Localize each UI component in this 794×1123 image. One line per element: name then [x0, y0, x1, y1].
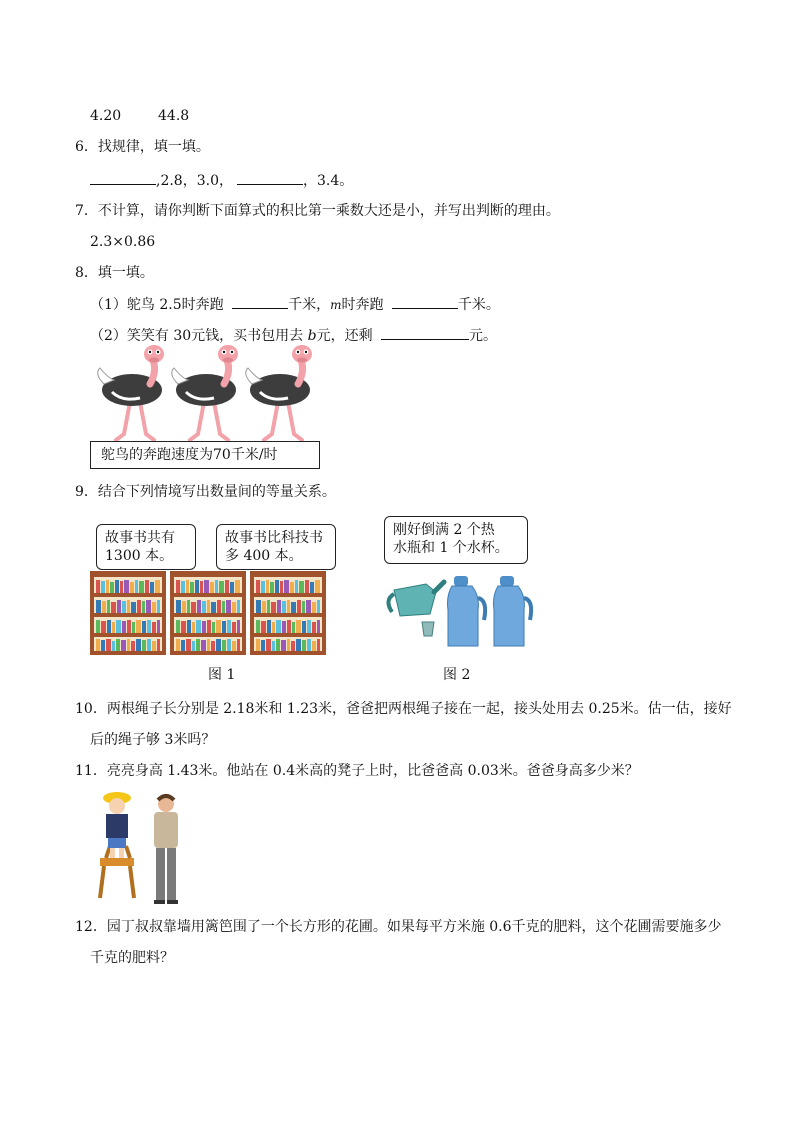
q8-blank-1[interactable]	[232, 294, 288, 309]
top-value-2: 44.8	[158, 108, 190, 124]
q6-blank-2[interactable]	[237, 170, 303, 185]
boy-on-stool-icon	[100, 792, 134, 898]
ostrich-speed-caption: 鸵鸟的奔跑速度为70千米/时	[90, 441, 320, 469]
q9-prompt: 9．结合下列情境写出数量间的等量关系。	[75, 484, 336, 500]
bubble-water-fill: 刚好倒满 2 个热 水瓶和 1 个水杯。	[384, 516, 528, 564]
figure-2-label: 图 2	[443, 667, 471, 683]
top-value-1: 4.20	[90, 108, 122, 124]
boy-and-father-illustration	[90, 790, 190, 906]
q7-prompt: 7．不计算，请你判断下面算式的积比第一乘数大还是小，并写出判断的理由。	[75, 203, 560, 219]
bookshelves-illustration	[90, 571, 326, 655]
q12-line-2: 千克的肥料？	[90, 950, 174, 966]
cup-icon	[422, 622, 434, 636]
q10-line-1: 10．两根绳子长分别是 2.18米和 1.23米，爸爸把两根绳子接在一起，接头处用去 0.25米。估一估，接好	[75, 701, 732, 717]
q8-part1: （1）鸵鸟 2.5时奔跑 千米，m时奔跑 千米。	[90, 294, 500, 315]
ostrich-icon	[98, 345, 164, 440]
figure-1-label: 图 1	[208, 667, 236, 683]
q8-part2: （2）笑笑有 30元钱，买书包用去 b元，还剩 元。	[90, 325, 497, 346]
father-icon	[154, 796, 178, 904]
q8-prompt: 8．填一填。	[75, 265, 154, 281]
q8-blank-3[interactable]	[381, 325, 469, 340]
ostriches-illustration	[92, 344, 332, 444]
q10-line-2: 后的绳子够 3米吗？	[90, 732, 216, 748]
kettle-bottles-illustration	[386, 570, 536, 650]
bookshelf-icon-3	[250, 571, 326, 655]
q12-line-1: 12．园丁叔叔靠墙用篱笆围了一个长方形的花圃。如果每平方米施 0.6千克的肥料，这个花圃需要施多少	[75, 919, 722, 935]
bookshelf-icon-2	[170, 571, 246, 655]
bubble-storybooks-total: 故事书共有 1300 本。	[96, 524, 196, 570]
q6-prompt: 6．找规律，填一填。	[75, 139, 210, 155]
q6-blank-1[interactable]	[90, 170, 156, 185]
bookshelf-icon-1	[90, 571, 166, 655]
q8-blank-2[interactable]	[392, 294, 458, 309]
ostrich-icon-3	[246, 345, 312, 440]
q7-expression: 2.3×0.86	[90, 234, 156, 250]
q11-text: 11．亮亮身高 1.43米。他站在 0.4米高的凳子上时，比爸爸高 0.03米。爸爸身高多少米？	[75, 763, 639, 779]
q6-sequence: ,2.8，3.0， ，3.4。	[90, 170, 353, 191]
bubble-storybooks-more: 故事书比科技书 多 400 本。	[216, 524, 336, 570]
thermos-bottle-icon-1	[448, 576, 486, 646]
kettle-icon	[388, 582, 444, 616]
thermos-bottle-icon-2	[494, 576, 532, 646]
ostrich-icon-2	[172, 345, 238, 440]
